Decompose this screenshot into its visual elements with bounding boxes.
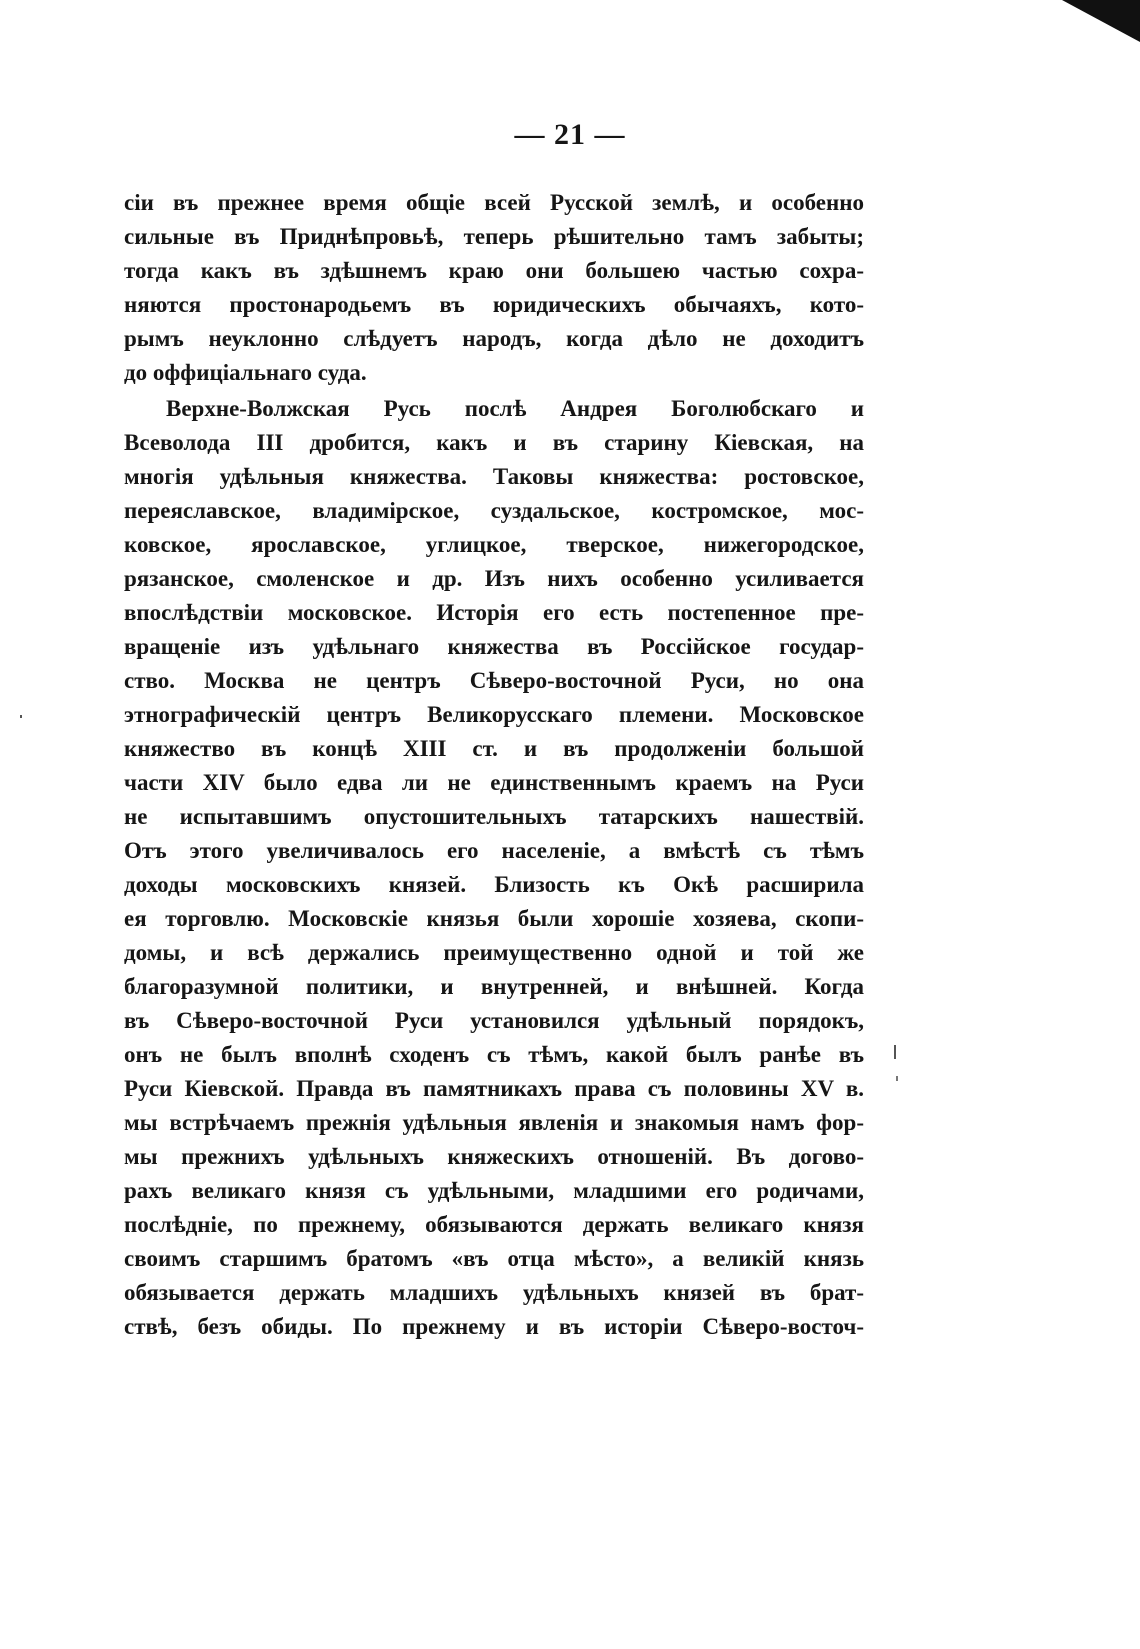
text-line: ея торговлю. Московскіе князья были хорошіе хозяева, скопи- (124, 906, 864, 931)
text-line: вращеніе изъ удѣльнаго княжества въ Россійское государ- (124, 634, 864, 659)
text-line: сильные въ Приднѣпровьѣ, теперь рѣшительно тамъ забыты; (124, 224, 864, 249)
text-line: Верхне-Волжская Русь послѣ Андрея Боголюбскаго и (166, 396, 864, 421)
text-line: рымъ неуклонно слѣдуетъ народъ, когда дѣло не доходитъ (124, 326, 864, 351)
body-text (124, 186, 864, 1344)
text-line: этнографическій центръ Великорусскаго племени. Московское (124, 702, 864, 727)
text-line: ковское, ярославское, углицкое, тверское, нижегородское, (124, 532, 864, 557)
text-line: рязанское, смоленское и др. Изъ нихъ особенно усиливается (124, 566, 864, 591)
text-line: сіи въ прежнее время общіе всей Русской землѣ, и особенно (124, 190, 864, 215)
text-line: тогда какъ въ здѣшнемъ краю они большею частью сохра- (124, 258, 864, 283)
scan-corner-mark (1062, 0, 1140, 42)
text-line: впослѣдствіи московское. Исторія его есть постепенное пре- (124, 600, 864, 625)
text-line: многія удѣльныя княжества. Таковы княжества: ростовское, (124, 464, 864, 489)
text-line: княжество въ концѣ XIII ст. и въ продолженіи большой (124, 736, 864, 761)
text-line: онъ не былъ вполнѣ сходенъ съ тѣмъ, какой былъ ранѣе въ (124, 1042, 864, 1067)
scan-speck (20, 715, 22, 718)
text-line: Отъ этого увеличивалось его населеніе, а вмѣстѣ съ тѣмъ (124, 838, 864, 863)
text-line: доходы московскихъ князей. Близость къ Окѣ расширила (124, 872, 864, 897)
text-line: домы, и всѣ держались преимущественно одной и той же (124, 940, 864, 965)
text-line: няются простонародьемъ въ юридическихъ обычаяхъ, кото- (124, 292, 864, 317)
text-line: мы встрѣчаемъ прежнія удѣльныя явленія и знакомыя намъ фор- (124, 1110, 864, 1135)
text-line: своимъ старшимъ братомъ «въ отца мѣсто», а великій князь (124, 1246, 864, 1271)
text-line: благоразумной политики, и внутренней, и внѣшней. Когда (124, 974, 864, 999)
text-line: ство. Москва не центръ Сѣверо-восточной Руси, но она (124, 668, 864, 693)
page-number: — 21 — (514, 118, 626, 151)
text-line: обязывается держать младшихъ удѣльныхъ князей въ брат- (124, 1280, 864, 1305)
text-line: рахъ великаго князя съ удѣльными, младшими его родичами, (124, 1178, 864, 1203)
text-line: послѣдніе, по прежнему, обязываются держать великаго князя (124, 1212, 864, 1237)
text-line: Руси Кіевской. Правда въ памятникахъ права съ половины XV в. (124, 1076, 864, 1101)
text-line: мы прежнихъ удѣльныхъ княжескихъ отношеній. Въ догово- (124, 1144, 864, 1169)
text-line: Всеволода III дробится, какъ и въ старину Кіевская, на (124, 430, 864, 455)
text-line: не испытавшимъ опустошительныхъ татарскихъ нашествій. (124, 804, 864, 829)
text-line: части XIV было едва ли не единственнымъ краемъ на Руси (124, 770, 864, 795)
scan-speck (896, 1076, 898, 1081)
scan-speck (894, 1045, 896, 1059)
text-line: до оффиціальнаго суда. (124, 360, 367, 385)
text-line: ствѣ, безъ обиды. По прежнему и въ исторіи Сѣверо-восточ- (124, 1314, 864, 1339)
text-line: въ Сѣверо-восточной Руси установился удѣльный порядокъ, (124, 1008, 864, 1033)
paragraph-2 (124, 392, 864, 1344)
paragraph-1 (124, 186, 864, 390)
text-line: переяславское, владимірское, суздальское, костромское, мос- (124, 498, 864, 523)
